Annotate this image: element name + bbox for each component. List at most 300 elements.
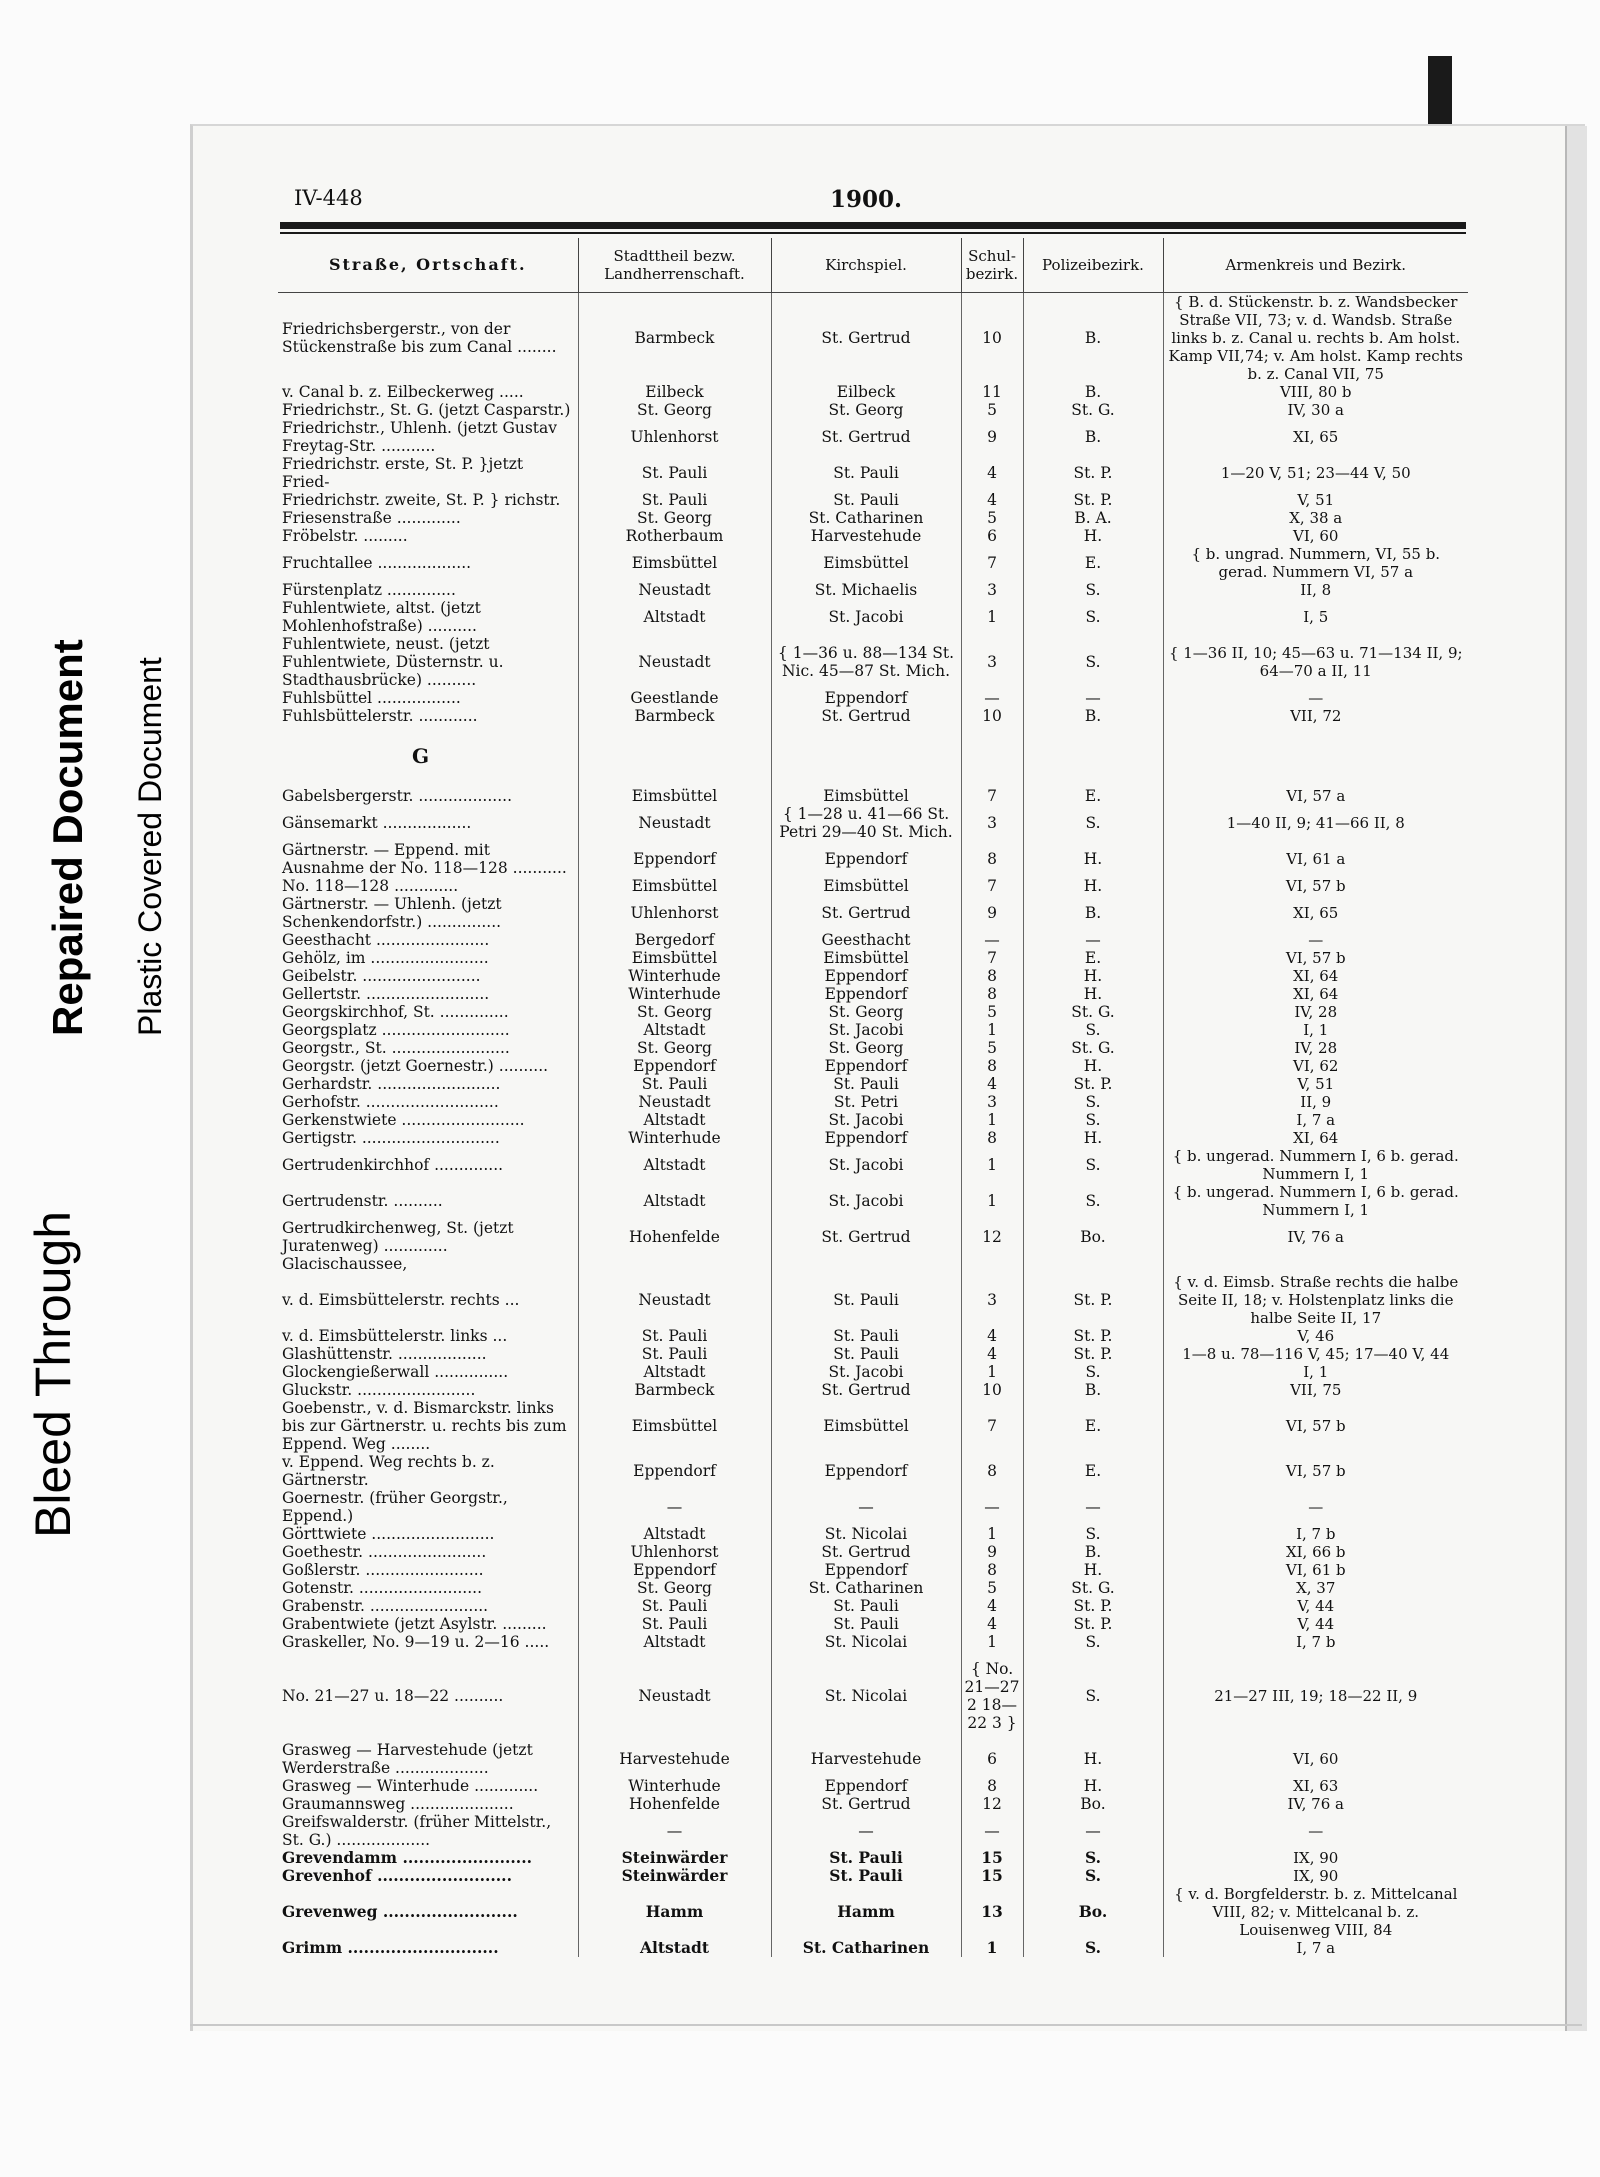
school-cell: 5 bbox=[961, 401, 1023, 419]
plastic-covered-label: Plastic Covered Document bbox=[132, 657, 168, 1036]
school-cell: 4 bbox=[961, 455, 1023, 491]
poor-district-cell: { b. ungerad. Nummern I, 6 b. gerad. Nummern I, 1 bbox=[1163, 1183, 1468, 1219]
police-cell: S. bbox=[1023, 1939, 1163, 1957]
police-cell: E. bbox=[1023, 787, 1163, 805]
school-cell: 9 bbox=[961, 419, 1023, 455]
bleed-through-label: Bleed Through bbox=[25, 1210, 81, 1538]
district-cell: Winterhude bbox=[578, 985, 771, 1003]
poor-district-cell: I, 7 a bbox=[1163, 1111, 1468, 1129]
district-cell: Eimsbüttel bbox=[578, 949, 771, 967]
school-cell: 1 bbox=[961, 1633, 1023, 1651]
header-rule bbox=[280, 222, 1466, 229]
school-cell: 9 bbox=[961, 895, 1023, 931]
section-letter: G bbox=[412, 744, 430, 768]
poor-district-cell: — bbox=[1163, 931, 1468, 949]
school-cell: 10 bbox=[961, 707, 1023, 725]
police-cell: S. bbox=[1023, 1093, 1163, 1111]
police-cell: S. bbox=[1023, 1867, 1163, 1885]
poor-district-cell: IX, 90 bbox=[1163, 1849, 1468, 1867]
parish-cell: — bbox=[771, 1813, 961, 1849]
district-cell: Altstadt bbox=[578, 1525, 771, 1543]
police-cell: S. bbox=[1023, 1363, 1163, 1381]
police-cell: E. bbox=[1023, 949, 1163, 967]
table-row bbox=[278, 1777, 1468, 1795]
table-row bbox=[278, 689, 1468, 707]
district-cell: Eppendorf bbox=[578, 1057, 771, 1075]
poor-district-cell: { b. ungrad. Nummern, VI, 55 b. gerad. Nummern VI, 57 a bbox=[1163, 545, 1468, 581]
district-cell: Steinwärder bbox=[578, 1849, 771, 1867]
poor-district-cell: IV, 76 a bbox=[1163, 1795, 1468, 1813]
district-cell: Neustadt bbox=[578, 805, 771, 841]
poor-district-cell: — bbox=[1163, 1813, 1468, 1849]
police-cell: H. bbox=[1023, 985, 1163, 1003]
table-row bbox=[278, 1273, 1468, 1327]
table-row bbox=[278, 1453, 1468, 1489]
street-cell: Friedrichstr. erste, St. P. }jetzt Fried- bbox=[282, 455, 524, 491]
district-cell: Altstadt bbox=[578, 1183, 771, 1219]
school-cell: 8 bbox=[961, 985, 1023, 1003]
parish-cell: St. Gertrud bbox=[771, 707, 961, 725]
district-cell: Barmbeck bbox=[578, 293, 771, 384]
street-cell: Gluckstr. ........................ bbox=[282, 1381, 476, 1399]
parish-cell: St. Catharinen bbox=[771, 509, 961, 527]
parish-cell: St. Michaelis bbox=[771, 581, 961, 599]
parish-cell: St. Pauli bbox=[771, 491, 961, 509]
police-cell: St. P. bbox=[1023, 1327, 1163, 1345]
school-cell: 8 bbox=[961, 1453, 1023, 1489]
poor-district-cell: IV, 28 bbox=[1163, 1003, 1468, 1021]
poor-district-cell: 1—20 V, 51; 23—44 V, 50 bbox=[1163, 455, 1468, 491]
street-cell: Fuhlentwiete, neust. (jetzt Fuhlentwiete, Düsternstr. u. Stadthausbrücke) .......... bbox=[282, 635, 504, 689]
poor-district-cell: I, 1 bbox=[1163, 1021, 1468, 1039]
school-cell: 3 bbox=[961, 581, 1023, 599]
school-cell: 10 bbox=[961, 293, 1023, 384]
parish-cell: St. Jacobi bbox=[771, 1183, 961, 1219]
poor-district-cell: XI, 64 bbox=[1163, 1129, 1468, 1147]
col-header-district: Stadttheil bezw. Landherrenschaft. bbox=[578, 238, 771, 293]
district-cell: Altstadt bbox=[578, 1021, 771, 1039]
street-cell: Gehölz, im ........................ bbox=[282, 949, 489, 967]
school-cell: 3 bbox=[961, 1093, 1023, 1111]
poor-district-cell: IV, 28 bbox=[1163, 1039, 1468, 1057]
district-cell: Hohenfelde bbox=[578, 1219, 771, 1255]
table-row bbox=[278, 877, 1468, 895]
street-cell: Grevenweg ......................... bbox=[282, 1902, 518, 1921]
district-cell: St. Pauli bbox=[578, 1327, 771, 1345]
police-cell: S. bbox=[1023, 1651, 1163, 1741]
poor-district-cell: { 1—36 II, 10; 45—63 u. 71—134 II, 9; 64—70 a II, 11 bbox=[1163, 635, 1468, 689]
district-cell bbox=[578, 1255, 771, 1273]
table-row bbox=[278, 1219, 1468, 1255]
table-row bbox=[278, 985, 1468, 1003]
table-row bbox=[278, 931, 1468, 949]
school-cell: 3 bbox=[961, 635, 1023, 689]
street-cell: Grevenhof ......................... bbox=[282, 1866, 512, 1885]
parish-cell: St. Gertrud bbox=[771, 1219, 961, 1255]
school-cell: 11 bbox=[961, 383, 1023, 401]
street-cell: Friedrichstr. zweite, St. P. } richstr. bbox=[282, 491, 561, 509]
page-bottom-edge bbox=[190, 2024, 1582, 2026]
parish-cell: Eimsbüttel bbox=[771, 877, 961, 895]
page-year: 1900. bbox=[830, 186, 903, 213]
police-cell: St. P. bbox=[1023, 1597, 1163, 1615]
table-row bbox=[278, 581, 1468, 599]
table-row bbox=[278, 1039, 1468, 1057]
poor-district-cell: { v. d. Eimsb. Straße rechts die halbe Seite II, 18; v. Holstenplatz links die halbe Seite II, 17 bbox=[1163, 1273, 1468, 1327]
poor-district-cell: V, 51 bbox=[1163, 1075, 1468, 1093]
street-cell: Gertrudenkirchhof .............. bbox=[282, 1156, 504, 1174]
parish-cell: St. Georg bbox=[771, 1003, 961, 1021]
police-cell: St. G. bbox=[1023, 1579, 1163, 1597]
street-cell: Gotenstr. ......................... bbox=[282, 1579, 483, 1597]
police-cell: H. bbox=[1023, 1741, 1163, 1777]
table-row bbox=[278, 1849, 1468, 1867]
table-row bbox=[278, 1003, 1468, 1021]
school-cell: 7 bbox=[961, 545, 1023, 581]
police-cell: St. P. bbox=[1023, 455, 1163, 491]
district-cell: St. Pauli bbox=[578, 1345, 771, 1363]
district-cell: Eimsbüttel bbox=[578, 877, 771, 895]
school-cell: 5 bbox=[961, 1579, 1023, 1597]
parish-cell: St. Jacobi bbox=[771, 599, 961, 635]
school-cell: — bbox=[961, 689, 1023, 707]
street-cell: v. d. Eimsbüttelerstr. links ... bbox=[282, 1327, 508, 1345]
poor-district-cell: V, 44 bbox=[1163, 1597, 1468, 1615]
school-cell: 5 bbox=[961, 1003, 1023, 1021]
table-row bbox=[278, 967, 1468, 985]
table-row bbox=[278, 787, 1468, 805]
table-row bbox=[278, 1597, 1468, 1615]
street-cell: Friedrichstr., St. G. (jetzt Casparstr.) bbox=[282, 401, 571, 419]
table-row bbox=[278, 635, 1468, 689]
police-cell: B. bbox=[1023, 293, 1163, 384]
parish-cell: St. Nicolai bbox=[771, 1525, 961, 1543]
parish-cell: St. Pauli bbox=[771, 1345, 961, 1363]
parish-cell bbox=[771, 1255, 961, 1273]
parish-cell: Eimsbüttel bbox=[771, 1399, 961, 1453]
table-row bbox=[278, 1111, 1468, 1129]
table-row bbox=[278, 1093, 1468, 1111]
district-cell: St. Pauli bbox=[578, 491, 771, 509]
police-cell: B. bbox=[1023, 383, 1163, 401]
street-cell: Grabentwiete (jetzt Asylstr. ......... bbox=[282, 1615, 547, 1633]
parish-cell: St. Catharinen bbox=[771, 1939, 961, 1957]
police-cell: S. bbox=[1023, 1021, 1163, 1039]
police-cell: St. P. bbox=[1023, 1345, 1163, 1363]
table-row bbox=[278, 1345, 1468, 1363]
street-cell: Gerhofstr. ........................... bbox=[282, 1093, 499, 1111]
school-cell: 8 bbox=[961, 841, 1023, 877]
police-cell: H. bbox=[1023, 527, 1163, 545]
parish-cell: St. Georg bbox=[771, 1039, 961, 1057]
school-cell: 5 bbox=[961, 1039, 1023, 1057]
street-cell: Görttwiete ......................... bbox=[282, 1525, 495, 1543]
district-cell: St. Pauli bbox=[578, 1615, 771, 1633]
poor-district-cell: VI, 60 bbox=[1163, 527, 1468, 545]
poor-district-cell: II, 8 bbox=[1163, 581, 1468, 599]
district-cell: Altstadt bbox=[578, 599, 771, 635]
district-cell: St. Pauli bbox=[578, 455, 771, 491]
parish-cell: St. Jacobi bbox=[771, 1147, 961, 1183]
parish-cell: — bbox=[771, 1489, 961, 1525]
poor-district-cell: X, 38 a bbox=[1163, 509, 1468, 527]
parish-cell: Eimsbüttel bbox=[771, 949, 961, 967]
parish-cell: St. Pauli bbox=[771, 1615, 961, 1633]
district-cell: Eppendorf bbox=[578, 841, 771, 877]
poor-district-cell: VI, 60 bbox=[1163, 1741, 1468, 1777]
police-cell: St. P. bbox=[1023, 491, 1163, 509]
street-cell: Grasweg — Harvestehude (jetzt Werderstraße ................... bbox=[282, 1741, 533, 1777]
street-cell: Geesthacht ....................... bbox=[282, 931, 490, 949]
poor-district-cell: II, 9 bbox=[1163, 1093, 1468, 1111]
poor-district-cell: XI, 65 bbox=[1163, 419, 1468, 455]
col-header-poor-district: Armenkreis und Bezirk. bbox=[1163, 238, 1468, 293]
district-cell: Eimsbüttel bbox=[578, 1399, 771, 1453]
police-cell: S. bbox=[1023, 599, 1163, 635]
table-body bbox=[278, 293, 1468, 1958]
parish-cell: Eppendorf bbox=[771, 1129, 961, 1147]
table-row bbox=[278, 841, 1468, 877]
street-cell: Glacischaussee, bbox=[282, 1255, 408, 1273]
school-cell: 7 bbox=[961, 949, 1023, 967]
district-cell: Winterhude bbox=[578, 1777, 771, 1795]
district-cell: Winterhude bbox=[578, 1129, 771, 1147]
district-cell: St. Pauli bbox=[578, 1597, 771, 1615]
school-cell: 8 bbox=[961, 967, 1023, 985]
street-cell: No. 118—128 ............. bbox=[282, 877, 459, 895]
poor-district-cell: VI, 62 bbox=[1163, 1057, 1468, 1075]
school-cell: 6 bbox=[961, 1741, 1023, 1777]
table-row bbox=[278, 1633, 1468, 1651]
table-row bbox=[278, 1867, 1468, 1885]
school-cell: — bbox=[961, 1489, 1023, 1525]
school-cell: 8 bbox=[961, 1129, 1023, 1147]
table-row bbox=[278, 455, 1468, 491]
school-cell: 7 bbox=[961, 787, 1023, 805]
police-cell: Bo. bbox=[1023, 1219, 1163, 1255]
police-cell: B. A. bbox=[1023, 509, 1163, 527]
district-cell: Eimsbüttel bbox=[578, 545, 771, 581]
district-cell: St. Georg bbox=[578, 1003, 771, 1021]
police-cell: — bbox=[1023, 1813, 1163, 1849]
table-row bbox=[278, 1363, 1468, 1381]
street-cell: Gänsemarkt .................. bbox=[282, 814, 472, 832]
parish-cell: St. Gertrud bbox=[771, 1543, 961, 1561]
street-cell: Grevendamm ........................ bbox=[282, 1848, 532, 1867]
parish-cell: St. Jacobi bbox=[771, 1021, 961, 1039]
school-cell: 1 bbox=[961, 1183, 1023, 1219]
table-row bbox=[278, 1327, 1468, 1345]
street-cell: Greifswalderstr. (früher Mittelstr., St. G.) ................... bbox=[282, 1813, 552, 1849]
school-cell: 4 bbox=[961, 1615, 1023, 1633]
parish-cell: { 1—28 u. 41—66 St. Petri 29—40 St. Mich. bbox=[771, 805, 961, 841]
school-cell: 4 bbox=[961, 1075, 1023, 1093]
poor-district-cell: I, 1 bbox=[1163, 1363, 1468, 1381]
police-cell: St. P. bbox=[1023, 1615, 1163, 1633]
page-number: IV-448 bbox=[294, 186, 363, 210]
district-cell: St. Georg bbox=[578, 401, 771, 419]
table-row bbox=[278, 1561, 1468, 1579]
street-cell: Gellertstr. ......................... bbox=[282, 985, 490, 1003]
poor-district-cell: VI, 57 b bbox=[1163, 1453, 1468, 1489]
poor-district-cell: 1—40 II, 9; 41—66 II, 8 bbox=[1163, 805, 1468, 841]
school-cell: 1 bbox=[961, 1525, 1023, 1543]
street-cell: v. Canal b. z. Eilbeckerweg ..... bbox=[282, 383, 524, 401]
district-cell: Eppendorf bbox=[578, 1561, 771, 1579]
poor-district-cell: V, 46 bbox=[1163, 1327, 1468, 1345]
section-letter-row bbox=[278, 725, 1468, 787]
table-row bbox=[278, 895, 1468, 931]
parish-cell: St. Pauli bbox=[771, 455, 961, 491]
police-cell: Bo. bbox=[1023, 1885, 1163, 1939]
poor-district-cell: VI, 61 a bbox=[1163, 841, 1468, 877]
poor-district-cell: IV, 76 a bbox=[1163, 1219, 1468, 1255]
police-cell: E. bbox=[1023, 1453, 1163, 1489]
police-cell: S. bbox=[1023, 1633, 1163, 1651]
poor-district-cell: { B. d. Stückenstr. b. z. Wandsbecker Straße VII, 73; v. d. Wandsb. Straße links b. z. Canal u. rechts b. Am holst. Kamp VII,74; v. Am holst. Kamp rechts b. z. Canal VII, 75 bbox=[1163, 293, 1468, 384]
police-cell: B. bbox=[1023, 1543, 1163, 1561]
street-cell: Georgsplatz .......................... bbox=[282, 1021, 510, 1039]
street-cell: Gerkenstwiete ......................... bbox=[282, 1111, 525, 1129]
school-cell: 1 bbox=[961, 1939, 1023, 1957]
parish-cell: St. Jacobi bbox=[771, 1111, 961, 1129]
district-cell: Neustadt bbox=[578, 1273, 771, 1327]
school-cell: 4 bbox=[961, 1597, 1023, 1615]
table-row bbox=[278, 419, 1468, 455]
police-cell: E. bbox=[1023, 545, 1163, 581]
police-cell: B. bbox=[1023, 1381, 1163, 1399]
police-cell: — bbox=[1023, 931, 1163, 949]
street-cell: Georgstr., St. ........................ bbox=[282, 1039, 510, 1057]
district-cell: Altstadt bbox=[578, 1633, 771, 1651]
parish-cell: Eimsbüttel bbox=[771, 545, 961, 581]
table-row bbox=[278, 545, 1468, 581]
parish-cell: St. Petri bbox=[771, 1093, 961, 1111]
col-header-police: Polizeibezirk. bbox=[1023, 238, 1163, 293]
poor-district-cell: I, 7 a bbox=[1163, 1939, 1468, 1957]
poor-district-cell: 21—27 III, 19; 18—22 II, 9 bbox=[1163, 1651, 1468, 1741]
poor-district-cell: I, 5 bbox=[1163, 599, 1468, 635]
table-row bbox=[278, 1255, 1468, 1273]
district-cell: Winterhude bbox=[578, 967, 771, 985]
district-cell: Barmbeck bbox=[578, 707, 771, 725]
poor-district-cell: — bbox=[1163, 1489, 1468, 1525]
parish-cell: St. Gertrud bbox=[771, 895, 961, 931]
police-cell: St. G. bbox=[1023, 1039, 1163, 1057]
poor-district-cell: VIII, 80 b bbox=[1163, 383, 1468, 401]
street-cell: No. 21—27 u. 18—22 .......... bbox=[282, 1687, 504, 1705]
school-cell: 12 bbox=[961, 1219, 1023, 1255]
poor-district-cell: V, 44 bbox=[1163, 1615, 1468, 1633]
street-cell: Graumannsweg ..................... bbox=[282, 1795, 514, 1813]
poor-district-cell: VI, 57 b bbox=[1163, 949, 1468, 967]
table-row bbox=[278, 491, 1468, 509]
school-cell: 1 bbox=[961, 1363, 1023, 1381]
table-row bbox=[278, 1075, 1468, 1093]
parish-cell: Eppendorf bbox=[771, 689, 961, 707]
parish-cell: Geesthacht bbox=[771, 931, 961, 949]
table-row bbox=[278, 1579, 1468, 1597]
police-cell: H. bbox=[1023, 1777, 1163, 1795]
parish-cell: St. Gertrud bbox=[771, 293, 961, 384]
street-cell: v. Eppend. Weg rechts b. z. Gärtnerstr. bbox=[282, 1453, 495, 1489]
parish-cell: St. Gertrud bbox=[771, 1381, 961, 1399]
poor-district-cell: VII, 75 bbox=[1163, 1381, 1468, 1399]
table-row bbox=[278, 527, 1468, 545]
school-cell: 8 bbox=[961, 1561, 1023, 1579]
table-row bbox=[278, 1147, 1468, 1183]
school-cell: 8 bbox=[961, 1057, 1023, 1075]
district-cell: St. Georg bbox=[578, 1039, 771, 1057]
police-cell: H. bbox=[1023, 1129, 1163, 1147]
district-cell: Hohenfelde bbox=[578, 1795, 771, 1813]
school-cell: 5 bbox=[961, 509, 1023, 527]
table-row bbox=[278, 1741, 1468, 1777]
district-cell: Bergedorf bbox=[578, 931, 771, 949]
district-cell: Steinwärder bbox=[578, 1867, 771, 1885]
poor-district-cell: VI, 57 b bbox=[1163, 1399, 1468, 1453]
parish-cell: Eppendorf bbox=[771, 1777, 961, 1795]
table-row bbox=[278, 1021, 1468, 1039]
table-row bbox=[278, 1615, 1468, 1633]
street-cell: Grabenstr. ........................ bbox=[282, 1597, 489, 1615]
table-row bbox=[278, 1543, 1468, 1561]
poor-district-cell: { b. ungerad. Nummern I, 6 b. gerad. Nummern I, 1 bbox=[1163, 1147, 1468, 1183]
table-row bbox=[278, 293, 1468, 384]
school-cell: 7 bbox=[961, 1399, 1023, 1453]
parish-cell: St. Pauli bbox=[771, 1849, 961, 1867]
parish-cell: St. Pauli bbox=[771, 1597, 961, 1615]
street-cell: Fuhlentwiete, altst. (jetzt Mohlenhofstraße) .......... bbox=[282, 599, 481, 635]
street-cell: Gertrudkirchenweg, St. (jetzt Juratenweg) ............. bbox=[282, 1219, 514, 1255]
poor-district-cell: — bbox=[1163, 689, 1468, 707]
street-cell: Gärtnerstr. — Uhlenh. (jetzt Schenkendorfstr.) ............... bbox=[282, 895, 502, 931]
police-cell: H. bbox=[1023, 841, 1163, 877]
school-cell bbox=[961, 1255, 1023, 1273]
street-cell: v. d. Eimsbüttelerstr. rechts ... bbox=[282, 1291, 520, 1309]
poor-district-cell: VI, 57 b bbox=[1163, 877, 1468, 895]
police-cell: Bo. bbox=[1023, 1795, 1163, 1813]
table-row bbox=[278, 599, 1468, 635]
district-cell: St. Pauli bbox=[578, 1075, 771, 1093]
district-cell: Eppendorf bbox=[578, 1453, 771, 1489]
parish-cell: St. Jacobi bbox=[771, 1363, 961, 1381]
table-row bbox=[278, 1795, 1468, 1813]
poor-district-cell: XI, 64 bbox=[1163, 985, 1468, 1003]
table-row bbox=[278, 1057, 1468, 1075]
district-cell: — bbox=[578, 1813, 771, 1849]
district-cell: Harvestehude bbox=[578, 1741, 771, 1777]
district-cell: Geestlande bbox=[578, 689, 771, 707]
school-cell: 4 bbox=[961, 1345, 1023, 1363]
parish-cell: St. Pauli bbox=[771, 1327, 961, 1345]
col-header-parish: Kirchspiel. bbox=[771, 238, 961, 293]
parish-cell: Hamm bbox=[771, 1885, 961, 1939]
street-cell: Gertrudenstr. .......... bbox=[282, 1192, 443, 1210]
col-header-street: Straße, Ortschaft. bbox=[278, 238, 578, 293]
poor-district-cell: VI, 61 b bbox=[1163, 1561, 1468, 1579]
police-cell: — bbox=[1023, 689, 1163, 707]
parish-cell: Eilbeck bbox=[771, 383, 961, 401]
street-cell: Glockengießerwall ............... bbox=[282, 1363, 509, 1381]
parish-cell: Harvestehude bbox=[771, 527, 961, 545]
school-cell: — bbox=[961, 931, 1023, 949]
parish-cell: St. Gertrud bbox=[771, 419, 961, 455]
street-directory-table bbox=[278, 238, 1468, 1957]
table-row bbox=[278, 949, 1468, 967]
poor-district-cell bbox=[1163, 1255, 1468, 1273]
police-cell: St. G. bbox=[1023, 401, 1163, 419]
